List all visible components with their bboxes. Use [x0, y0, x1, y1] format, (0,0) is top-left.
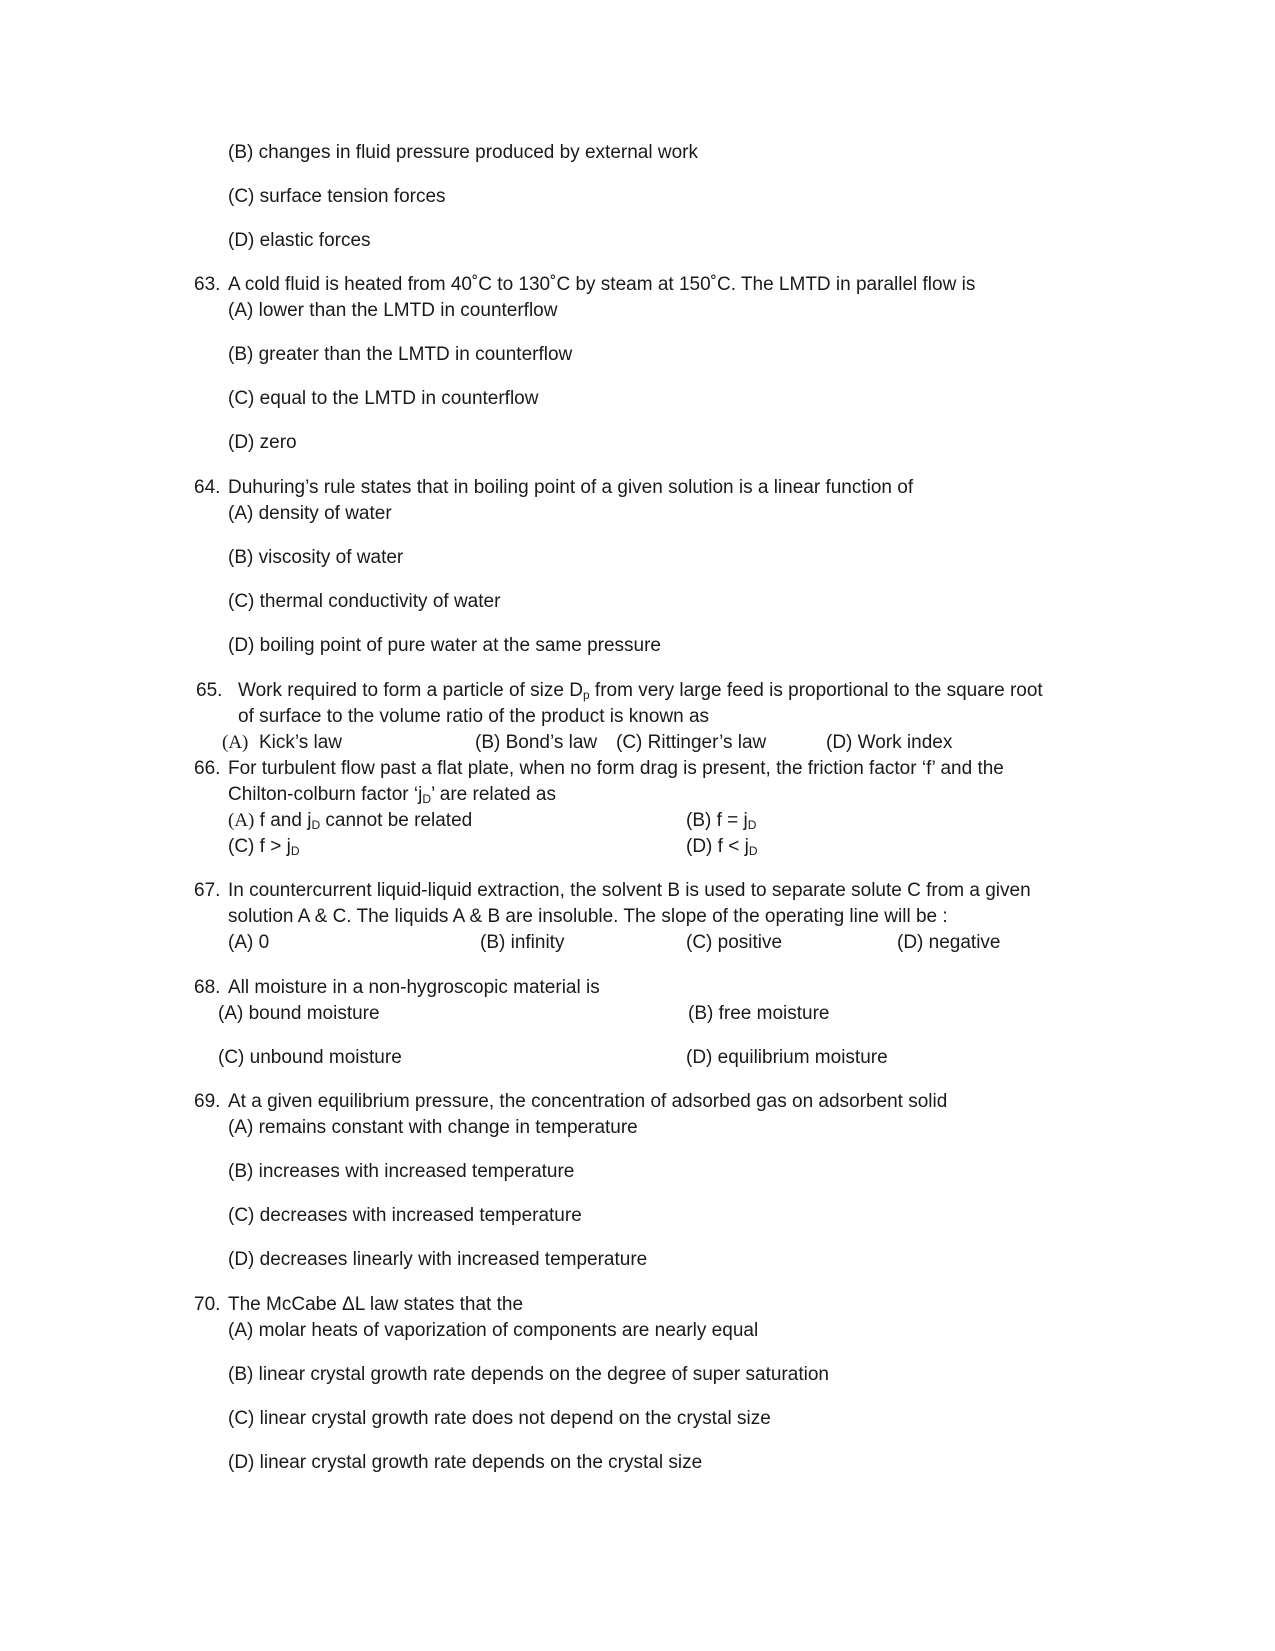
question-text-line-2: solution A & C. The liquids A & B are insoluble. The slope of the operating line will be : — [228, 906, 948, 927]
question-text-line-2: of surface to the volume ratio of the product is known as — [238, 706, 710, 727]
question-number: 63. — [194, 274, 221, 295]
option-c: (C) positive — [686, 932, 783, 953]
question-number: 68. — [194, 977, 221, 998]
option-a: (A) Kick’s law — [222, 732, 343, 753]
option-d: (D) linear crystal growth rate depends on the crystal size — [228, 1452, 703, 1473]
question-text: A cold fluid is heated from 40˚C to 130˚C by steam at 150˚C. The LMTD in parallel flow is — [228, 274, 976, 295]
question-number: 67. — [194, 880, 221, 901]
question-text-line-2: Chilton-colburn factor ‘$j_D$’ are related as — [228, 784, 556, 806]
option-d: (D) boiling point of pure water at the same pressure — [228, 635, 661, 656]
option-d: (D) $f < j_D$ — [686, 836, 758, 858]
option-c: (C) unbound moisture — [218, 1047, 402, 1068]
option-c: (C) surface tension forces — [228, 186, 446, 207]
question-text: All moisture in a non-hygroscopic material is — [228, 977, 600, 998]
option-c: (C) decreases with increased temperature — [228, 1205, 582, 1226]
option-c: (C) linear crystal growth rate does not depend on the crystal size — [228, 1408, 771, 1429]
question-number: 66. — [194, 758, 221, 779]
option-c: (C) equal to the LMTD in counterflow — [228, 388, 539, 409]
question-number: 64. — [194, 477, 221, 498]
question-text: The McCabe ΔL law states that the — [228, 1294, 524, 1315]
option-b: (B) $f = j_D$ — [686, 810, 757, 832]
option-d: (D) decreases linearly with increased temperature — [228, 1249, 648, 1270]
question-number: 65. — [196, 680, 223, 701]
option-c: (C) Rittinger’s law — [616, 732, 767, 753]
option-b: (B) infinity — [480, 932, 565, 953]
option-a: (A) f and $j_D$ cannot be related — [228, 810, 473, 832]
question-text-line-1: In countercurrent liquid-liquid extraction, the solvent B is used to separate solute C from a given — [228, 880, 1031, 901]
option-c: (C) thermal conductivity of water — [228, 591, 501, 612]
option-a: (A) molar heats of vaporization of components are nearly equal — [228, 1320, 759, 1341]
option-c: (C) $f > j_D$ — [228, 836, 300, 858]
option-b: (B) greater than the LMTD in counterflow — [228, 344, 573, 365]
option-b: (B) free moisture — [688, 1003, 830, 1024]
question-text-line-1: For turbulent flow past a flat plate, when no form drag is present, the friction factor ‘f’ and the — [228, 758, 1004, 779]
option-a: (A) 0 — [228, 932, 270, 953]
option-a: (A) bound moisture — [218, 1003, 380, 1024]
question-number: 69. — [194, 1091, 221, 1112]
option-d: (D) zero — [228, 432, 297, 453]
option-a: (A) remains constant with change in temperature — [228, 1117, 638, 1138]
option-b: (B) changes in fluid pressure produced by external work — [228, 142, 698, 163]
option-a: (A) density of water — [228, 503, 392, 524]
option-d: (D) elastic forces — [228, 230, 371, 251]
question-text: Duhuring’s rule states that in boiling point of a given solution is a linear function of — [228, 477, 914, 498]
question-number: 70. — [194, 1294, 221, 1315]
option-b: (B) linear crystal growth rate depends on the degree of super saturation — [228, 1364, 829, 1385]
option-a: (A) lower than the LMTD in counterflow — [228, 300, 558, 321]
option-b: (B) increases with increased temperature — [228, 1161, 575, 1182]
option-d: (D) equilibrium moisture — [686, 1047, 888, 1068]
option-d: (D) Work index — [826, 732, 953, 753]
question-text-line-1: Work required to form a particle of size $D_p$ from very large feed is proportional to the square root — [238, 680, 1043, 702]
option-d: (D) negative — [897, 932, 1001, 953]
option-b: (B) viscosity of water — [228, 547, 404, 568]
question-text: At a given equilibrium pressure, the concentration of adsorbed gas on adsorbent solid — [228, 1091, 948, 1112]
option-b: (B) Bond’s law — [475, 732, 598, 753]
